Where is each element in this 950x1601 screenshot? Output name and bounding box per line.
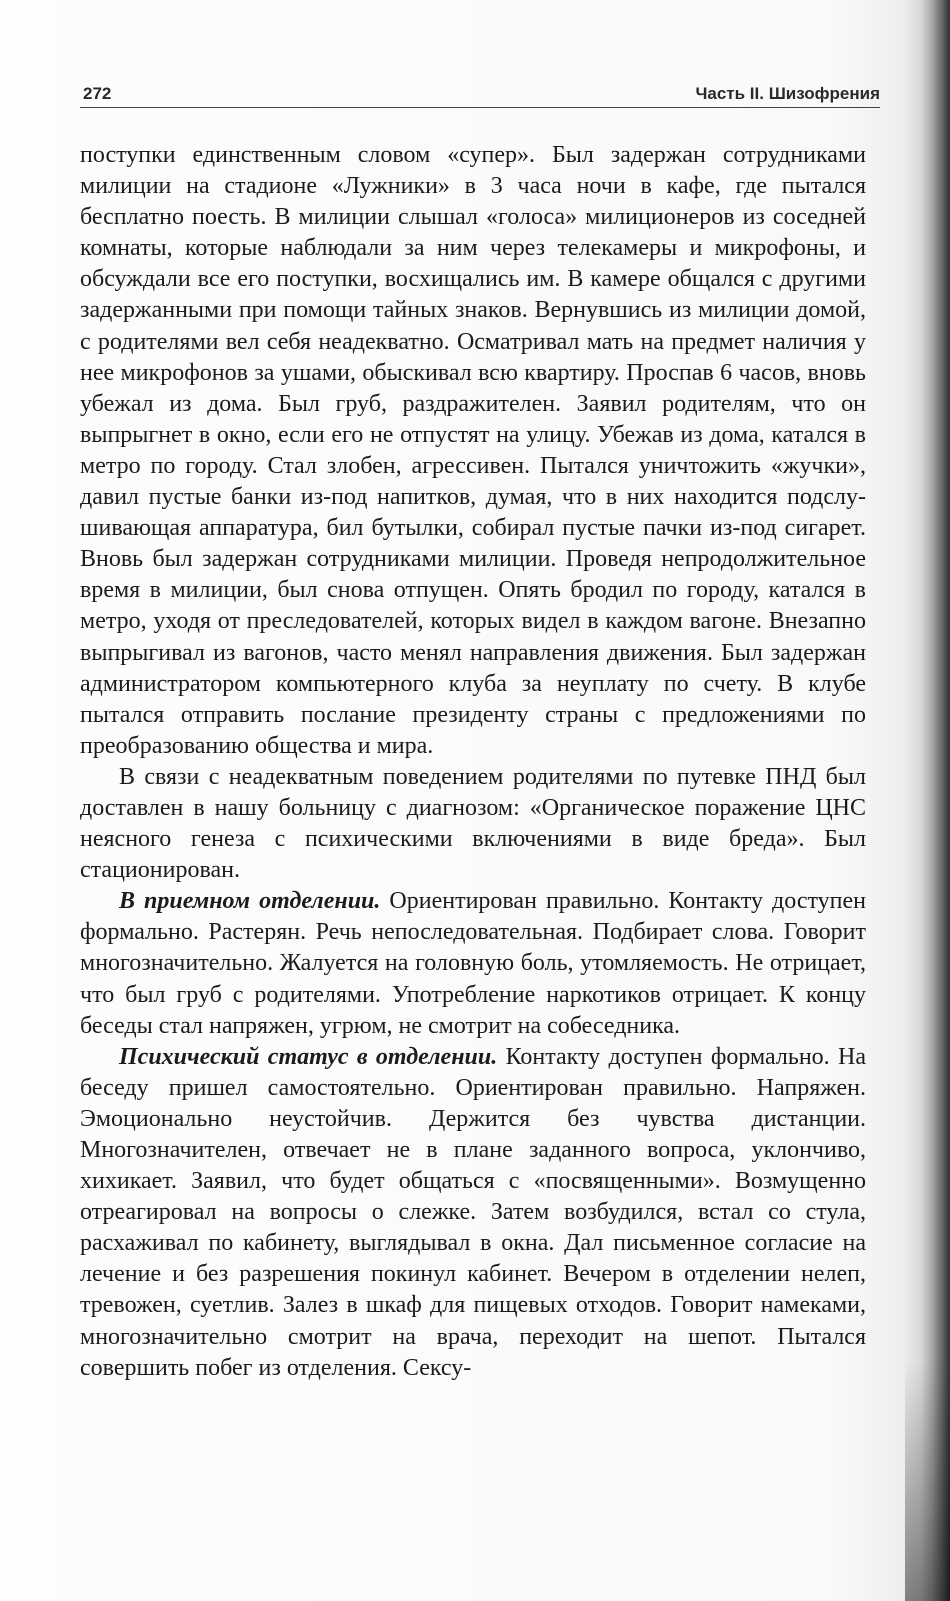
paragraph-text: В связи с неадекватным поведением родителями по путевке ПНД был доставлен в нашу больницу с диагнозом: «Органическое поражение ЦНС неясного генеза с психическими включениями в виде бреда». Был стационирован. (80, 763, 866, 884)
running-title: Часть II. Шизофрения (695, 84, 880, 103)
paragraph-lead: Психический статус в отделении. (119, 1043, 498, 1070)
paragraph (80, 1042, 866, 1384)
paragraph-lead: В приемном отделении. (119, 888, 381, 915)
paragraph (80, 886, 866, 1041)
page-corner-shadow (905, 1361, 950, 1601)
body-text (80, 140, 866, 1384)
paragraph-text: Контакту доступен формально. На беседу пришел самостоятельно. Ориентирован правильно. Напряжен. Эмоционально неустойчив. Держится без чувства дистанции. Многозначителен, отвечает не в плане заданного вопроса, уклончиво, хихикает. Заявил, что будет общаться с «посвященными». Возмущенно отреагировал на вопросы о слежке. Затем возбудился, встал со стула, расхаживал по кабинету, выглядывал в окна. Дал письменное согласие на лечение и без разрешения покинул кабинет. Вечером в отделении нелеп, тревожен, суетлив. Залез в шкаф для пищевых отходов. Говорит намеками, многозначительно смотрит на врача, переходит на шепот. Пытался совершить побег из отделения. Сексу- (80, 1043, 866, 1381)
paragraph-text: Ориентирован правильно. Контакту доступен формально. Растерян. Речь непоследовательная. Подбирает слова. Говорит многозначительно. Жалуется на головную боль, утомляемость. Не отрицает, что был груб с родителями. Употребление наркотиков отрицает. К концу беседы стал напряжен, угрюм, не смотрит на собеседника. (80, 888, 866, 1039)
paragraph (80, 762, 866, 886)
paragraph (80, 140, 866, 762)
header-rule (80, 107, 880, 108)
running-header (80, 80, 880, 110)
paragraph-text: поступки единственным словом «супер». Был задержан сотрудниками милиции на стадионе «Лужники» в 3 часа ночи в кафе, где пытался бесплатно поесть. В милиции слышал «голоса» милиционеров из соседней комнаты, которые наблюдали за ним через телекамеры и микрофоны, и обсуждали все его поступки, восхищались им. В камере общался с другими задержанными при помощи тайных знаков. Вернувшись из милиции домой, с родителями вел себя неадекватно. Осматривал мать на предмет наличия у нее микрофонов за ушами, обыскивал всю квартиру. Проспав 6 часов, вновь убежал из дома. Был груб, раздражителен. Заявил родителям, что он выпрыгнет в окно, если его не отпустят на улицу. Убежав из дома, катался в метро по городу. Стал злобен, агрессивен. Пытался уничтожить «жучки», давил пустые банки из-под напитков, думая, что в них находится подслушивающая аппаратура, бил бутылки, собирал пустые пачки из-под сигарет. Вновь был задержан сотрудниками милиции. Проведя непродолжительное время в милиции, был снова отпущен. Опять бродил по городу, катался в метро, уходя от преследователей, которых видел в каждом вагоне. Внезапно выпрыгивал из вагонов, часто менял направления движения. Был задержан администратором компьютерного клуба за неуплату по счету. В клубе пытался отправить послание президенту страны с предложениями по преобразованию общества и мира. (80, 142, 866, 759)
page-number: 272 (83, 84, 112, 103)
